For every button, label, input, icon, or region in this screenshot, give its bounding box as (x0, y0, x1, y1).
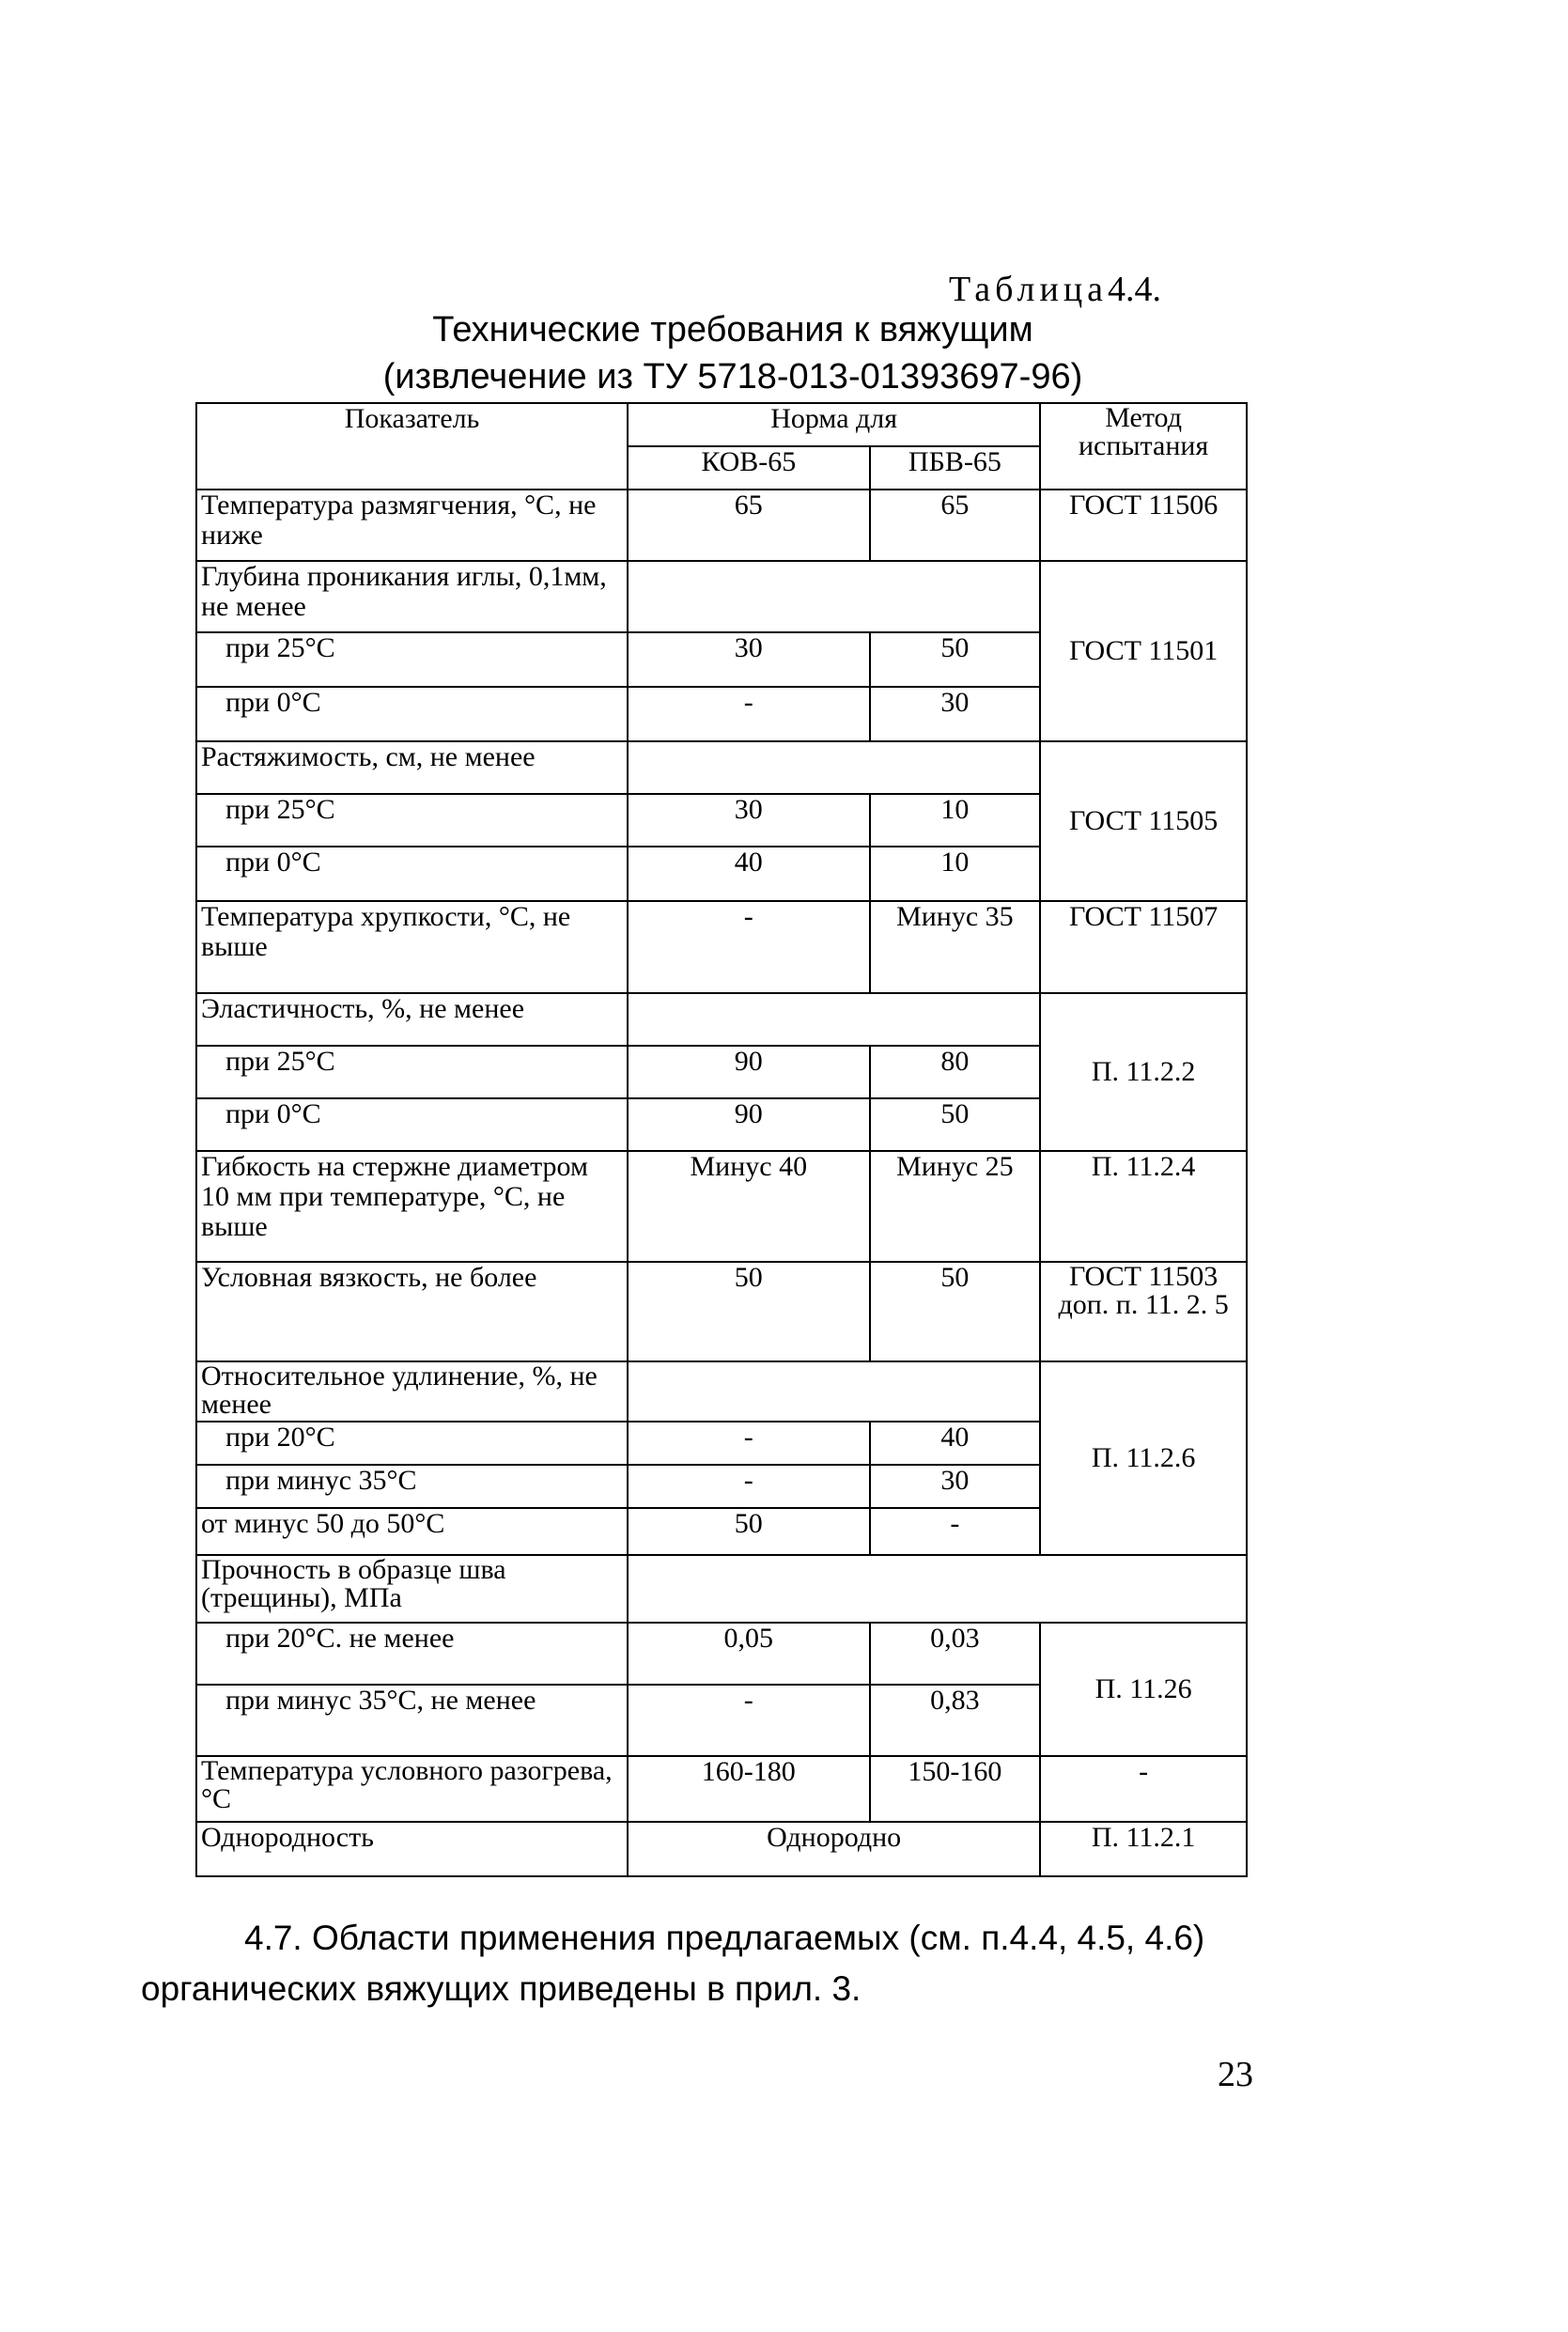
cell-method: ГОСТ 11507 (1040, 901, 1247, 993)
row-label: Относительное удлинение, %, не менее (196, 1361, 628, 1422)
row-label: при 25°С (196, 794, 628, 847)
cell-kov: 160-180 (628, 1756, 869, 1822)
cell-empty (628, 741, 1040, 794)
cell-pbv: 65 (870, 490, 1041, 561)
row-label: Температура размягчения, °С, не ниже (196, 490, 628, 561)
cell-kov: 90 (628, 1046, 869, 1098)
cell-empty (628, 1555, 1247, 1623)
row-label: при 20°С. не менее (196, 1623, 628, 1685)
requirements-table (195, 402, 1248, 1877)
header-kov: КОВ-65 (628, 446, 869, 490)
cell-kov: - (628, 1465, 869, 1508)
cell-pbv: Минус 35 (870, 901, 1041, 993)
cell-kov: 50 (628, 1508, 869, 1555)
cell-kov: 0,05 (628, 1623, 869, 1685)
row-label: при минус 35°С, не менее (196, 1685, 628, 1756)
cell-method: П. 11.26 (1040, 1623, 1247, 1756)
cell-kov: 90 (628, 1098, 869, 1151)
cell-empty (628, 993, 1040, 1046)
cell-kov: - (628, 1422, 869, 1465)
row-label: при 0°С (196, 847, 628, 901)
cell-kov: 30 (628, 794, 869, 847)
cell-pbv: 10 (870, 847, 1041, 901)
row-label: Глубина проникания иглы, 0,1мм, не менее (196, 561, 628, 632)
paragraph-line: 4.7. Области применения предлагаемых (см. п.4.4, 4.5, 4.6) (244, 1919, 1205, 1957)
table-subtitle: (извлечение из ТУ 5718-013-01393697-96) (382, 357, 1083, 396)
header-norm-for: Норма для (628, 403, 1040, 446)
row-label: Растяжимость, см, не менее (196, 741, 628, 794)
cell-kov: 50 (628, 1262, 869, 1361)
cell-kov: 30 (628, 632, 869, 687)
row-label: Однородность (196, 1822, 628, 1876)
cell-pbv: 40 (870, 1422, 1041, 1465)
cell-pbv: 0,83 (870, 1685, 1041, 1756)
cell-pbv: 10 (870, 794, 1041, 847)
cell-pbv: 30 (870, 687, 1041, 741)
cell-pbv: 50 (870, 1262, 1041, 1361)
cell-kov: 65 (628, 490, 869, 561)
cell-method: ГОСТ 11503 доп. п. 11. 2. 5 (1040, 1262, 1247, 1361)
cell-kov: 40 (628, 847, 869, 901)
cell-method: - (1040, 1756, 1247, 1822)
row-label: Эластичность, %, не менее (196, 993, 628, 1046)
cell-pbv: 50 (870, 632, 1041, 687)
cell-pbv: Минус 25 (870, 1151, 1041, 1262)
row-label: Температура хрупкости, °С, не выше (196, 901, 628, 993)
header-indicator: Показатель (196, 403, 628, 490)
table-label: Таблица4.4. (949, 270, 1162, 309)
cell-kov: - (628, 687, 869, 741)
cell-method: П. 11.2.2 (1040, 993, 1247, 1151)
row-label: Температура условного разогрева, °С (196, 1756, 628, 1822)
cell-empty (628, 1361, 1040, 1422)
cell-kov: - (628, 1685, 869, 1756)
cell-empty (628, 561, 1040, 632)
row-label: при 0°С (196, 687, 628, 741)
row-label: Условная вязкость, не более (196, 1262, 628, 1361)
cell-pbv: 80 (870, 1046, 1041, 1098)
cell-kov: - (628, 901, 869, 993)
row-label: при 0°С (196, 1098, 628, 1151)
cell-method: ГОСТ 11505 (1040, 741, 1247, 901)
cell-pbv: 0,03 (870, 1623, 1041, 1685)
cell-method: П. 11.2.6 (1040, 1361, 1247, 1555)
cell-pbv: - (870, 1508, 1041, 1555)
cell-pbv: 50 (870, 1098, 1041, 1151)
row-label: при 25°С (196, 632, 628, 687)
header-method: Метод испытания (1040, 403, 1247, 490)
cell-method: П. 11.2.4 (1040, 1151, 1247, 1262)
cell-kov: Минус 40 (628, 1151, 869, 1262)
row-label: Прочность в образце шва (трещины), МПа (196, 1555, 628, 1623)
header-pbv: ПБВ-65 (870, 446, 1041, 490)
cell-method: ГОСТ 11501 (1040, 561, 1247, 741)
cell-method: П. 11.2.1 (1040, 1822, 1247, 1876)
row-label: Гибкость на стержне диаметром 10 мм при температуре, °С, не выше (196, 1151, 628, 1262)
table-title: Технические требования к вяжущим (432, 310, 1033, 350)
cell-pbv: 30 (870, 1465, 1041, 1508)
cell-norm-merged: Однородно (628, 1822, 1040, 1876)
page-number: 23 (1218, 2055, 1253, 2094)
row-label: при 25°С (196, 1046, 628, 1098)
row-label: от минус 50 до 50°С (196, 1508, 628, 1555)
paragraph-line: органических вяжущих приведены в прил. 3. (141, 1969, 862, 2008)
cell-pbv: 150-160 (870, 1756, 1041, 1822)
row-label: при минус 35°С (196, 1465, 628, 1508)
cell-method: ГОСТ 11506 (1040, 490, 1247, 561)
row-label: при 20°С (196, 1422, 628, 1465)
